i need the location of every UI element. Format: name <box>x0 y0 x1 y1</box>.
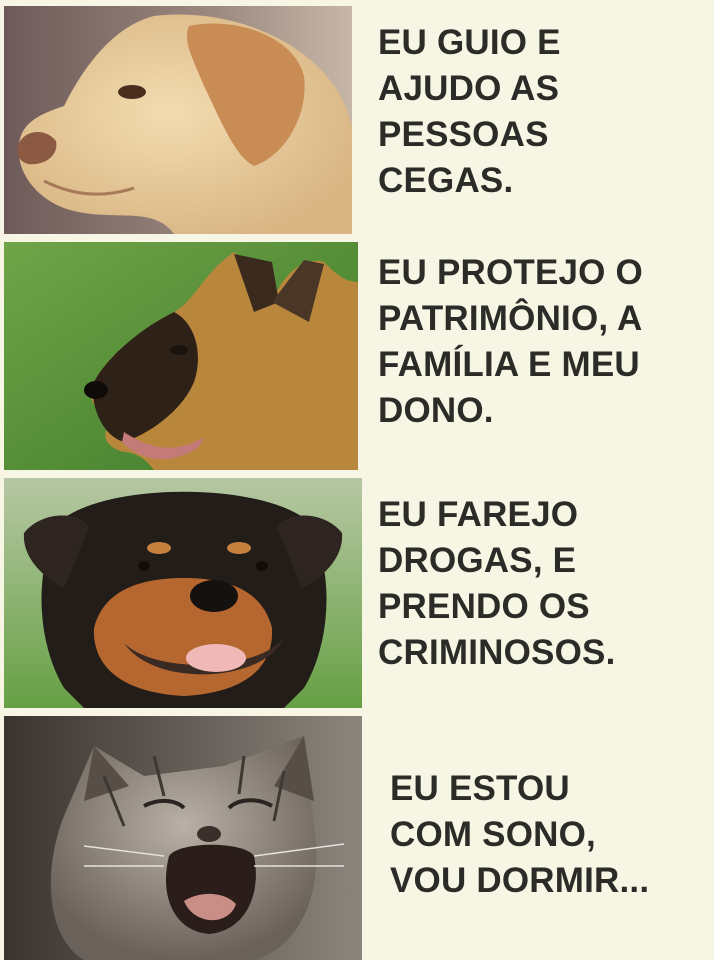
caption-line: PESSOAS <box>378 115 549 154</box>
caption-labrador <box>378 20 561 204</box>
caption-rottweiler <box>378 492 616 676</box>
caption-line: FAMÍLIA E MEU <box>378 345 640 384</box>
caption-line: EU ESTOU <box>390 769 570 808</box>
caption-line: EU GUIO E <box>378 23 561 62</box>
caption-line: PRENDO OS <box>378 587 590 626</box>
caption-line: CEGAS. <box>378 161 514 200</box>
caption-line: DONO. <box>378 391 494 430</box>
caption-line: COM SONO, <box>390 815 596 854</box>
german-shepherd-photo <box>4 242 358 470</box>
caption-cat <box>390 766 649 904</box>
caption-line: DROGAS, E <box>378 541 577 580</box>
panel-cat <box>0 712 714 960</box>
rottweiler-photo <box>4 478 362 708</box>
panel-german-shepherd <box>0 238 714 474</box>
labrador-photo <box>4 6 352 234</box>
caption-german-shepherd <box>378 250 643 434</box>
caption-line: CRIMINOSOS. <box>378 633 616 672</box>
caption-line: EU FAREJO <box>378 495 579 534</box>
caption-line: EU PROTEJO O <box>378 253 643 292</box>
panel-labrador <box>0 0 714 238</box>
cat-photo <box>4 716 362 960</box>
caption-line: VOU DORMIR... <box>390 861 650 900</box>
caption-line: PATRIMÔNIO, A <box>378 299 643 338</box>
caption-line: AJUDO AS <box>378 69 560 108</box>
panel-rottweiler <box>0 474 714 712</box>
